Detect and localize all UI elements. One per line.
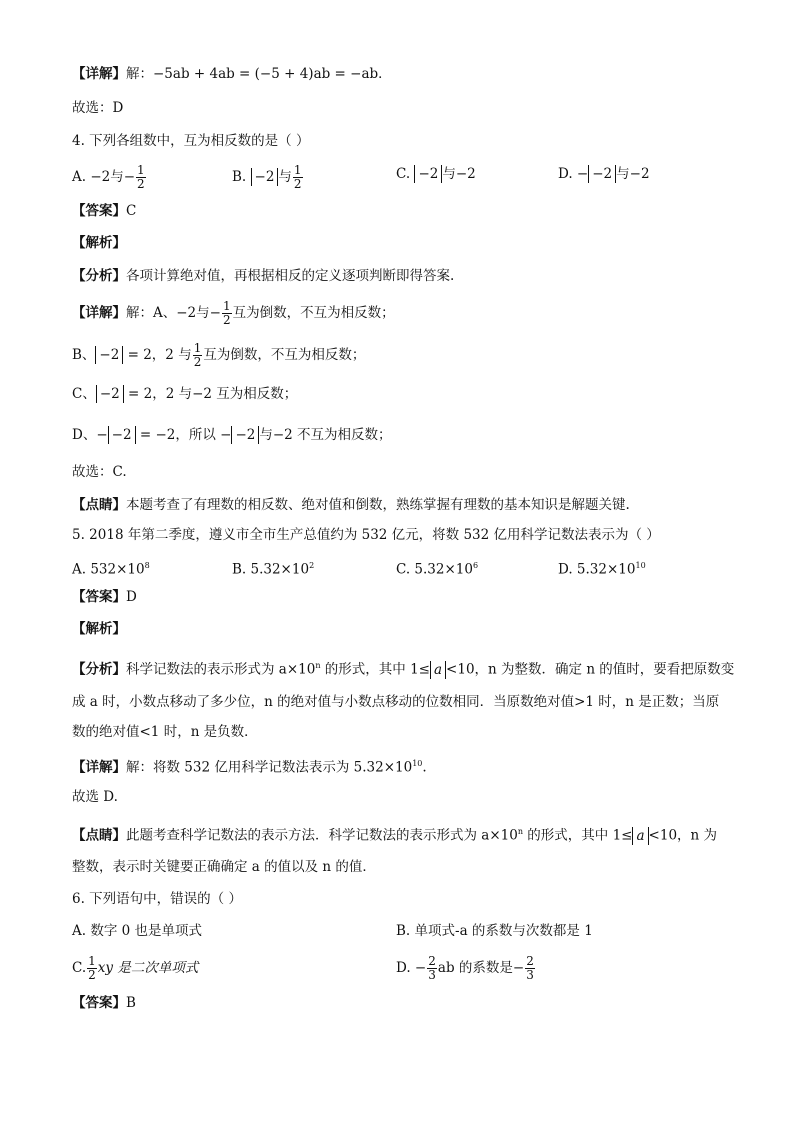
fraction-den: 2 — [88, 968, 96, 982]
fraction-den: 3 — [428, 968, 436, 982]
xiangjie-text-end: 互为倒数，不互为相反数； — [232, 305, 395, 321]
dianjing-text: 本题考查了有理数的相反数、绝对值和倒数，熟练掌握有理数的基本知识是解题关键. — [126, 497, 630, 513]
fraction-num: 2 — [526, 954, 534, 968]
fraction-num: 1 — [293, 163, 302, 177]
q4-stem: 4. 下列各组数中，互为相反数的是（ ） — [72, 133, 310, 149]
xiangjie-text: . — [422, 759, 427, 776]
abs-value: −2 — [251, 168, 279, 186]
abs-value: −2 — [414, 165, 442, 183]
q4-option-c-text: 与−2 — [442, 166, 476, 182]
fraction-den: 2 — [137, 177, 145, 191]
xiangjie-text: 解：将数 532 亿用科学记数法表示为 5.32×10 — [126, 759, 413, 776]
abs-value: −2 — [588, 165, 616, 183]
q6-option-c — [72, 955, 198, 982]
answer-value: C — [126, 203, 137, 219]
dianjing-tag: 【点睛】 — [72, 827, 126, 844]
detail-line — [72, 64, 392, 84]
fenxi-tag: 【分析】 — [72, 661, 126, 678]
q6-option-c-label: C. — [72, 960, 87, 976]
fenxi-tag: 【分析】 — [72, 268, 126, 284]
fraction-den: 2 — [293, 177, 302, 191]
q6-option-a: A. 数字 0 也是单项式 — [72, 923, 203, 939]
q5-dianjing-line1 — [72, 822, 717, 846]
q6-option-c-text: xy 是二次单项式 — [97, 960, 199, 976]
q6-option-d-text: ab 的系数是− — [437, 960, 525, 976]
dianjing-text: 此题考查科学记数法的表示方法．科学记数法的表示形式为 a×10 — [126, 827, 518, 844]
fraction-den: 2 — [193, 355, 202, 369]
q4-fenxi — [72, 266, 454, 286]
answer-value: D — [126, 589, 137, 605]
fraction-num: 1 — [88, 954, 96, 968]
abs-value: −2 — [96, 385, 124, 403]
q5-option-d — [558, 556, 646, 580]
q6-answer — [72, 993, 136, 1013]
abs-value: −2 — [95, 346, 123, 364]
q5-option-c-text: C. 5.32×10 — [396, 561, 473, 578]
line-text: B、 — [72, 347, 96, 363]
fraction-num: 2 — [428, 954, 436, 968]
exponent: 8 — [144, 561, 150, 570]
detail-tag: 【详解】 — [72, 66, 126, 82]
q4-xiangjie — [72, 300, 395, 327]
exponent: n — [315, 661, 321, 670]
q4-option-c — [396, 164, 476, 184]
q4-option-d-label: D. − — [558, 166, 589, 182]
q6-option-b: B. 单项式-a 的系数与次数都是 1 — [396, 923, 593, 939]
fraction — [222, 300, 232, 327]
q4-answer — [72, 201, 136, 221]
answer-tag: 【答案】 — [72, 995, 126, 1011]
q5-fenxi-line3: 数的绝对值<1 时，n 是负数． — [72, 724, 258, 740]
fraction — [136, 164, 146, 191]
line-text: = 2，2 与−2 互为相反数； — [123, 386, 298, 402]
q6-option-d — [396, 955, 536, 982]
q6-stem: 6. 下列语句中，错误的（ ） — [72, 891, 242, 907]
answer-value: B — [126, 995, 136, 1011]
q5-option-d-text: D. 5.32×10 — [558, 561, 636, 578]
q4-option-a — [72, 164, 147, 191]
fraction-den: 3 — [526, 968, 534, 982]
fraction-num: 1 — [137, 163, 145, 177]
line-text: = −2，所以 − — [135, 427, 232, 443]
fraction-den: 2 — [222, 313, 231, 327]
line-text: C、 — [72, 386, 96, 402]
q4-option-b — [232, 164, 304, 191]
q4-line-d — [72, 425, 392, 445]
abs-value: −2 — [231, 426, 259, 444]
detail-text: 解：−5ab + 4ab = (−5 + 4)ab = −ab． — [126, 66, 392, 82]
q4-select: 故选：C. — [72, 464, 127, 480]
q4-option-b-text: 与 — [278, 169, 292, 185]
q5-option-a-text: A. 532×10 — [72, 561, 145, 578]
answer-tag: 【答案】 — [72, 203, 126, 219]
q5-fenxi-line1 — [72, 656, 734, 680]
fenxi-text: 各项计算绝对值，再根据相反的定义逐项判断即得答案. — [126, 268, 455, 284]
q4-dianjing — [72, 495, 630, 515]
q4-option-d — [558, 164, 650, 184]
q4-analysis-tag: 【解析】 — [72, 235, 126, 251]
fraction — [293, 164, 303, 191]
line-text: D、− — [72, 427, 108, 443]
exponent: 6 — [472, 561, 479, 570]
abs-value: −2 — [108, 426, 136, 444]
q5-option-a — [72, 556, 150, 580]
xiangjie-tag: 【详解】 — [72, 759, 126, 776]
line-text: 与−2 不互为相反数； — [259, 427, 392, 443]
answer-tag: 【答案】 — [72, 589, 126, 605]
dianjing-text: <10，n 为 — [648, 827, 718, 844]
fraction-num: 1 — [193, 341, 202, 355]
q4-option-b-label: B. — [232, 169, 247, 185]
q4-option-d-text: 与−2 — [616, 166, 650, 182]
q4-option-a-text: A. −2与− — [72, 169, 136, 185]
fraction — [525, 955, 535, 982]
q5-dianjing-line2: 整数，表示时关键要正确确定 a 的值以及 n 的值． — [72, 859, 376, 875]
exponent: 10 — [412, 759, 423, 768]
dianjing-text: 的形式，其中 1≤ — [523, 827, 633, 844]
fenxi-text: 的形式，其中 1≤ — [320, 661, 430, 678]
xiangjie-text: 解：A、−2与− — [126, 305, 221, 321]
q4-line-c — [72, 384, 297, 404]
q5-fenxi-line2: 成 a 时，小数点移动了多少位，n 的绝对值与小数点移动的位数相同．当原数绝对值>1 时，n 是正数；当原 — [72, 694, 720, 710]
fraction — [427, 955, 437, 982]
q6-option-d-label: D. − — [396, 960, 427, 976]
q4-option-c-label: C. — [396, 166, 411, 182]
q5-option-c — [396, 556, 478, 580]
q4-line-b — [72, 342, 365, 369]
abs-value: a — [632, 827, 648, 845]
q5-stem: 5. 2018 年第二季度，遵义市全市生产总值约为 532 亿元，将数 532 亿用科学记数法表示为（ ） — [72, 527, 660, 543]
fraction-num: 1 — [222, 299, 231, 313]
abs-value: a — [430, 661, 446, 679]
fenxi-text: <10，n 为整数．确定 n 的值时，要看把原数变 — [446, 661, 735, 678]
dianjing-tag: 【点睛】 — [72, 497, 126, 513]
q5-select: 故选 D. — [72, 789, 118, 805]
fraction — [87, 955, 97, 982]
q5-option-b-text: B. 5.32×10 — [232, 561, 310, 578]
q5-analysis-tag: 【解析】 — [72, 621, 126, 637]
exponent: n — [517, 827, 523, 836]
line-text: = 2，2 与 — [123, 347, 192, 363]
exponent: 10 — [635, 561, 646, 570]
line-text: 互为倒数，不互为相反数； — [203, 347, 366, 363]
q5-answer — [72, 587, 137, 607]
exponent: 2 — [309, 561, 315, 570]
q5-option-b — [232, 556, 314, 580]
xiangjie-tag: 【详解】 — [72, 305, 126, 321]
answer-select-line: 故选：D — [72, 100, 124, 116]
q5-xiangjie — [72, 754, 427, 778]
fraction — [193, 342, 203, 369]
fenxi-text: 科学记数法的表示形式为 a×10 — [126, 661, 316, 678]
